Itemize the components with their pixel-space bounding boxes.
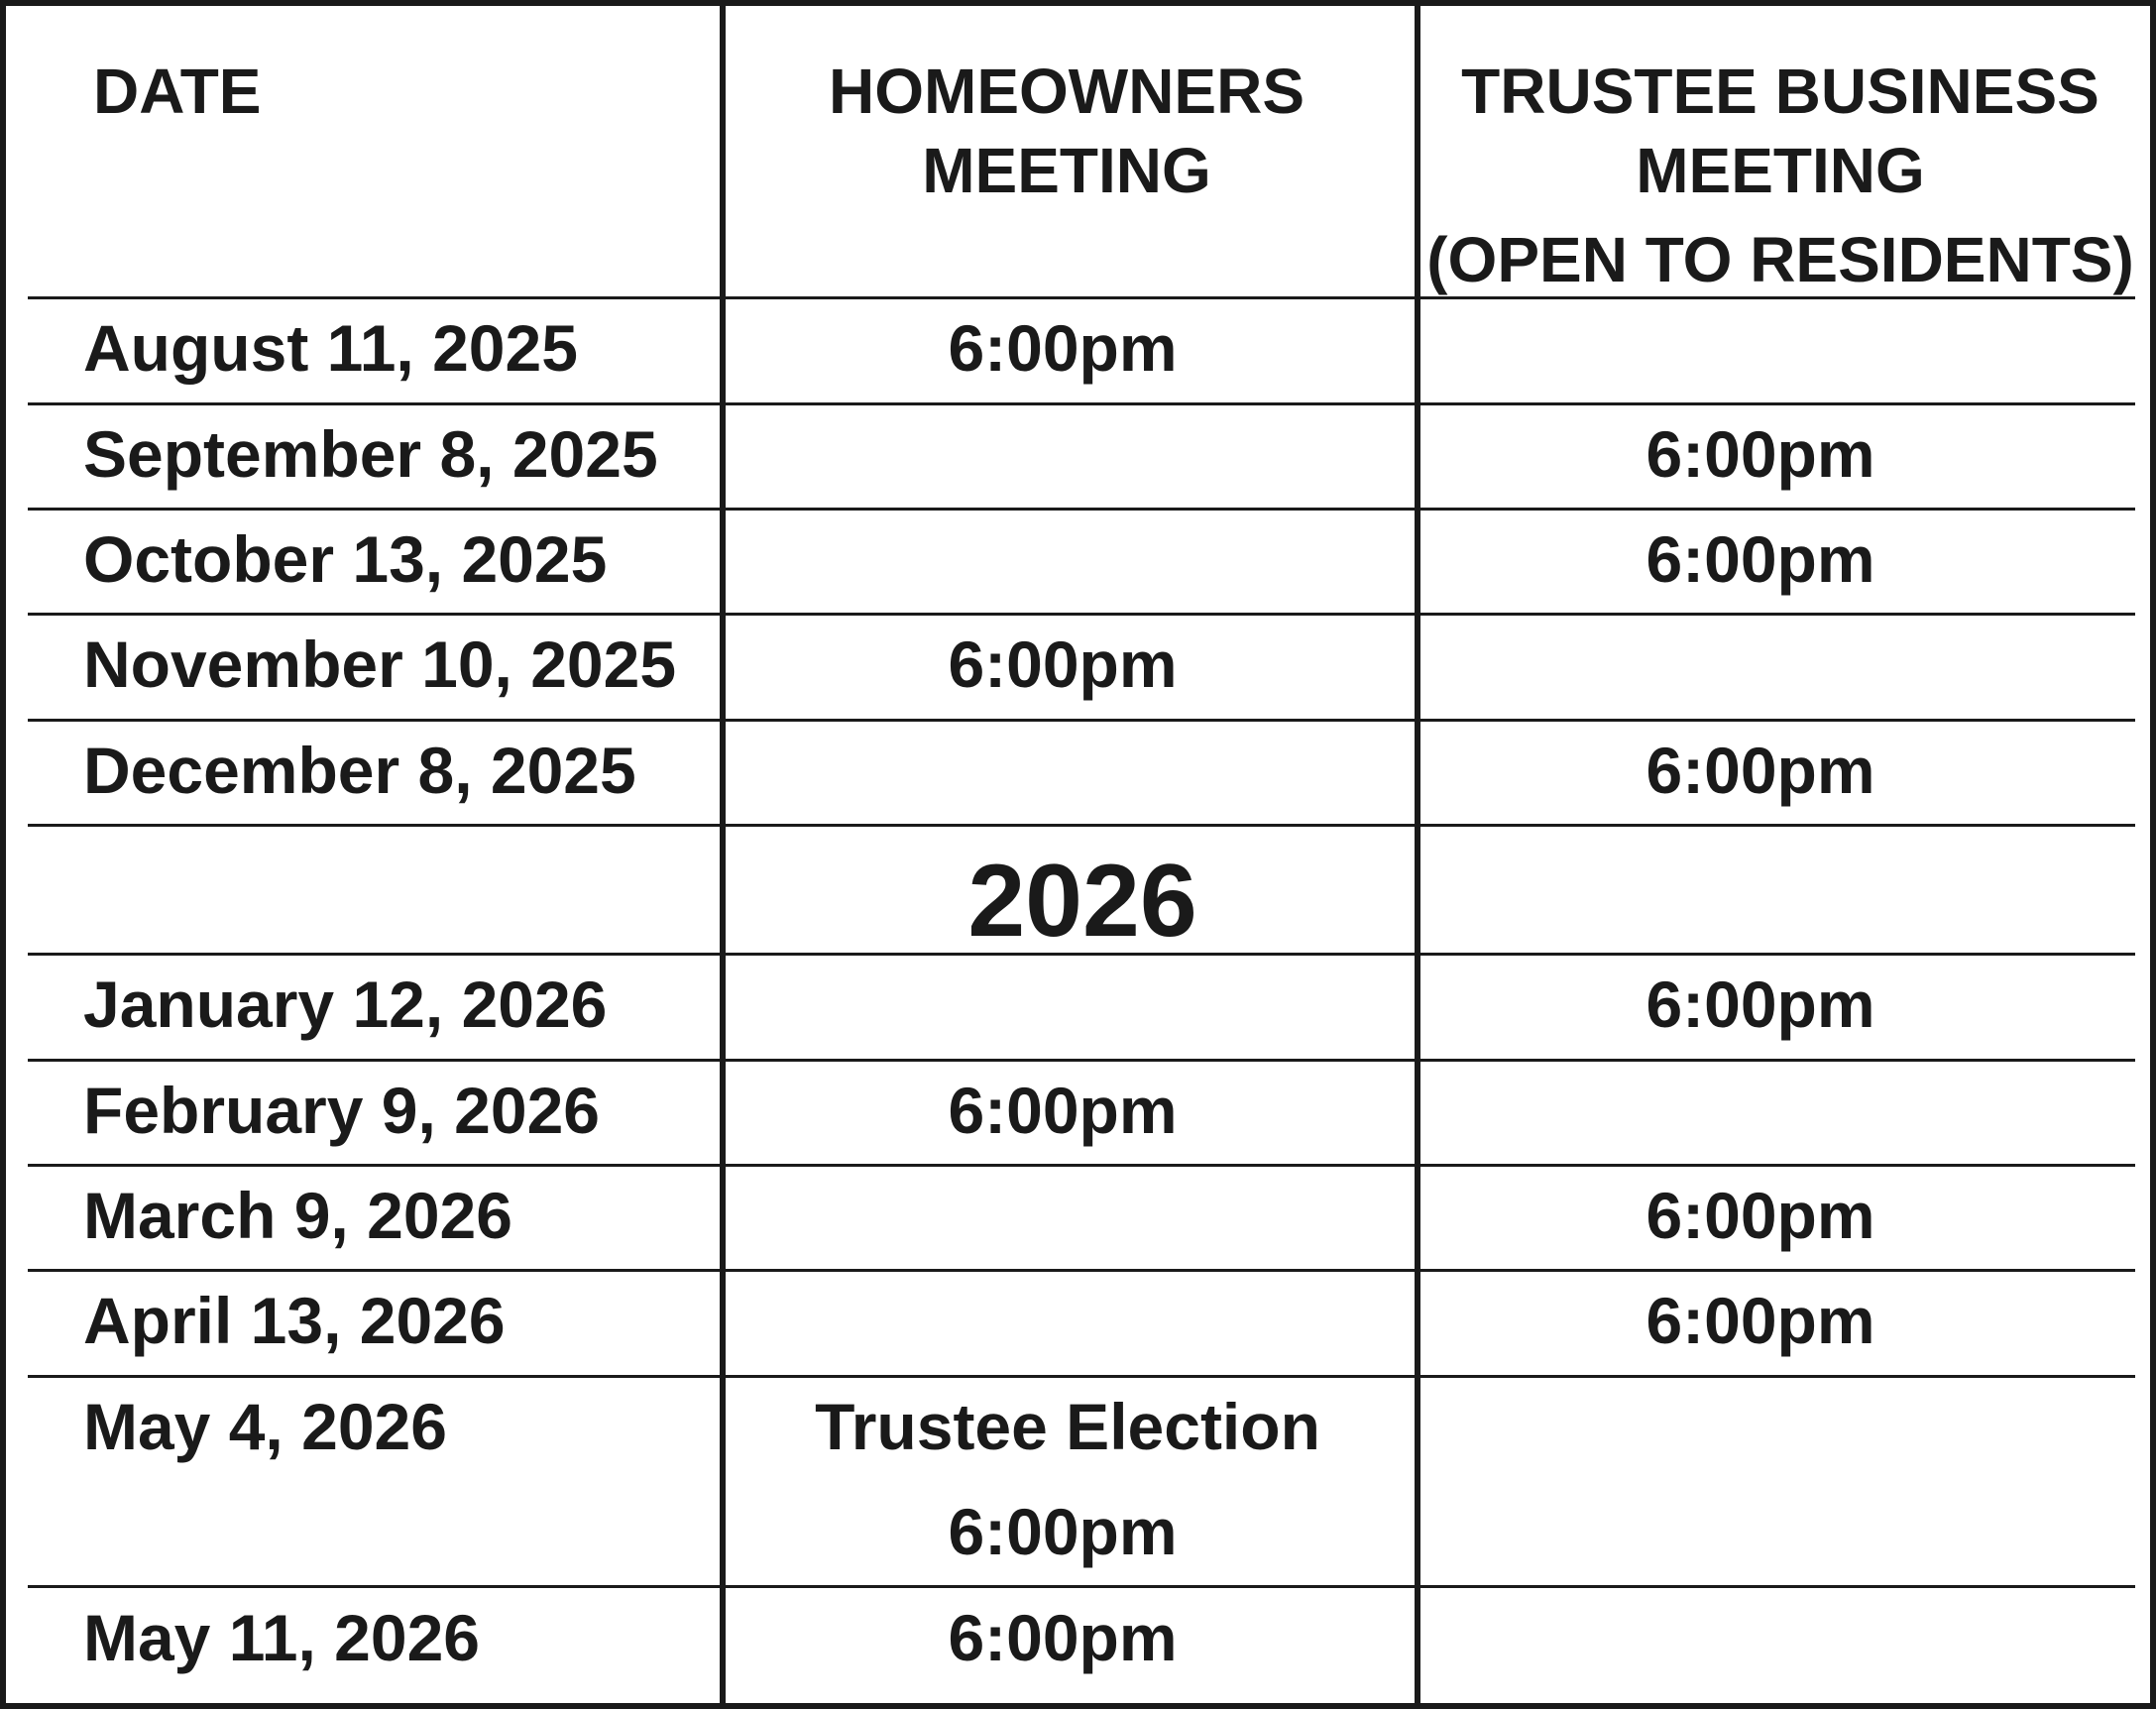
- homeowners-header-line1: HOMEOWNERS: [829, 56, 1305, 127]
- row-date: October 13, 2025: [83, 522, 608, 596]
- row-divider: [28, 508, 2135, 511]
- row-date: January 12, 2026: [83, 968, 608, 1041]
- trustee-time: 6:00pm: [1645, 968, 1875, 1041]
- row-date: August 11, 2025: [83, 311, 578, 385]
- homeowners-time: 6:00pm: [948, 311, 1178, 385]
- row-date: May 4, 2026: [83, 1390, 447, 1463]
- trustee-time: 6:00pm: [1645, 417, 1875, 491]
- trustee-header-line2: MEETING: [1636, 135, 1925, 206]
- row-divider: [28, 824, 2135, 827]
- row-divider: [28, 402, 2135, 405]
- homeowners-header-line2: MEETING: [922, 135, 1211, 206]
- homeowners-time: 6:00pm: [948, 1074, 1178, 1147]
- homeowners-time: 6:00pm: [948, 627, 1178, 701]
- row-date: April 13, 2026: [83, 1284, 506, 1357]
- row-divider: [28, 719, 2135, 722]
- row-date: May 11, 2026: [83, 1601, 480, 1674]
- row-divider: [28, 1164, 2135, 1167]
- row-date: November 10, 2025: [83, 627, 677, 701]
- row-date: February 9, 2026: [83, 1074, 600, 1147]
- trustee-election-label: Trustee Election: [815, 1390, 1320, 1463]
- row-date: September 8, 2025: [83, 417, 658, 491]
- row-divider: [28, 1375, 2135, 1378]
- homeowners-time: 6:00pm: [948, 1601, 1178, 1674]
- row-date: March 9, 2026: [83, 1179, 512, 1252]
- trustee-header-line1: TRUSTEE BUSINESS: [1461, 56, 2099, 127]
- row-divider: [28, 613, 2135, 616]
- trustee-header-line3: (OPEN TO RESIDENTS): [1426, 224, 2134, 295]
- homeowners-time: 6:00pm: [948, 1495, 1178, 1568]
- year-divider-label: 2026: [967, 844, 1197, 959]
- row-date: December 8, 2025: [83, 734, 636, 807]
- trustee-time: 6:00pm: [1645, 1284, 1875, 1357]
- row-divider: [28, 1585, 2135, 1588]
- row-divider: [28, 1059, 2135, 1062]
- trustee-time: 6:00pm: [1645, 522, 1875, 596]
- trustee-time: 6:00pm: [1645, 1179, 1875, 1252]
- trustee-time: 6:00pm: [1645, 734, 1875, 807]
- date-column-header: DATE: [93, 56, 262, 127]
- row-divider: [28, 1269, 2135, 1272]
